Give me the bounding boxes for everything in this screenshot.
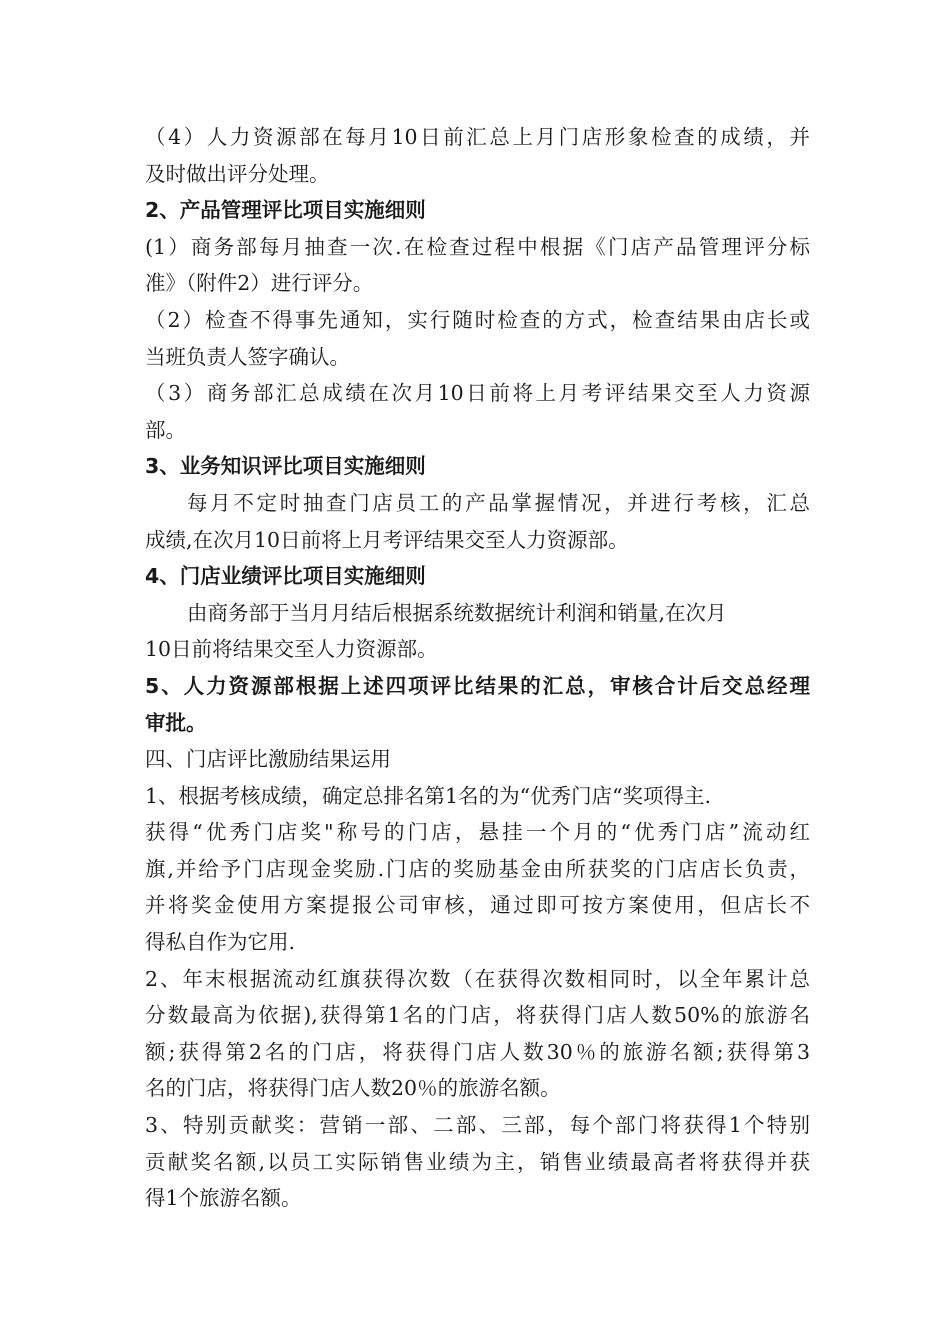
paragraph-line: （2）检查不得事先通知，实行随时检查的方式，检查结果由店长或 [145, 307, 810, 332]
paragraph-line: 3、特别贡献奖：营销一部、二部、三部，每个部门将获得1个特别 [145, 1113, 810, 1138]
paragraph-line: 准》（附件2）进行评分。 [145, 271, 374, 296]
paragraph-line: (1）商务部每月抽查一次.在检查过程中根据《门店产品管理评分标 [145, 234, 810, 259]
paragraph-line: 额;获得第2名的门店，将获得门店人数30％的旅游名额;获得第3 [145, 1039, 810, 1064]
paragraph-line: 旗,并给予门店现金奖励.门店的奖励基金由所获奖的门店店长负责， [145, 856, 810, 881]
paragraph-line: 2、年末根据流动红旗获得次数（在获得次数相同时，以全年累计总 [145, 966, 810, 991]
paragraph-line: 贡献奖名额,以员工实际销售业绩为主，销售业绩最高者将获得并获 [145, 1149, 810, 1174]
paragraph-line: （3）商务部汇总成绩在次月10日前将上月考评结果交至人力资源 [145, 381, 810, 406]
section-heading: 审批。 [145, 710, 207, 735]
paragraph-line: 及时做出评分处理。 [145, 161, 330, 186]
paragraph-line: 部。 [145, 417, 186, 442]
document-page [145, 119, 810, 1217]
section-heading: 2、产品管理评比项目实施细则 [145, 198, 426, 223]
paragraph-line: 名的门店，将获得门店人数20％的旅游名额。 [145, 1076, 561, 1101]
paragraph-line: 当班负责人签字确认。 [145, 344, 350, 369]
paragraph-line: 并将奖金使用方案提报公司审核，通过即可按方案使用，但店长不 [145, 893, 810, 918]
paragraph-line: 每月不定时抽查门店员工的产品掌握情况，并进行考核，汇总 [187, 490, 810, 515]
paragraph-line: 成绩,在次月10日前将上月考评结果交至人力资源部。 [145, 527, 629, 552]
paragraph-line: 由商务部于当月月结后根据系统数据统计利润和销量,在次月 [187, 600, 727, 625]
paragraph-line: 得1个旅游名额。 [145, 1186, 302, 1211]
paragraph-line: 获得“优秀门店奖"称号的门店，悬挂一个月的“优秀门店”流动红 [145, 820, 810, 845]
paragraph-line: 10日前将结果交至人力资源部。 [145, 637, 438, 662]
paragraph-line: 1、根据考核成绩，确定总排名第1名的为“优秀门店“奖项得主. [145, 783, 712, 808]
paragraph-line: 分数最高为依据),获得第1名的门店，将获得门店人数50%的旅游名 [145, 1003, 810, 1028]
section-heading: 4、门店业绩评比项目实施细则 [145, 564, 426, 589]
paragraph-line: 得私自作为它用. [145, 930, 296, 955]
chapter-heading: 四、门店评比激励结果运用 [145, 747, 391, 772]
section-heading: 3、业务知识评比项目实施细则 [145, 454, 426, 479]
section-heading: 5、人力资源部根据上述四项评比结果的汇总，审核合计后交总经理 [145, 673, 810, 698]
paragraph-line: （4）人力资源部在每月10日前汇总上月门店形象检查的成绩，并 [145, 125, 810, 149]
